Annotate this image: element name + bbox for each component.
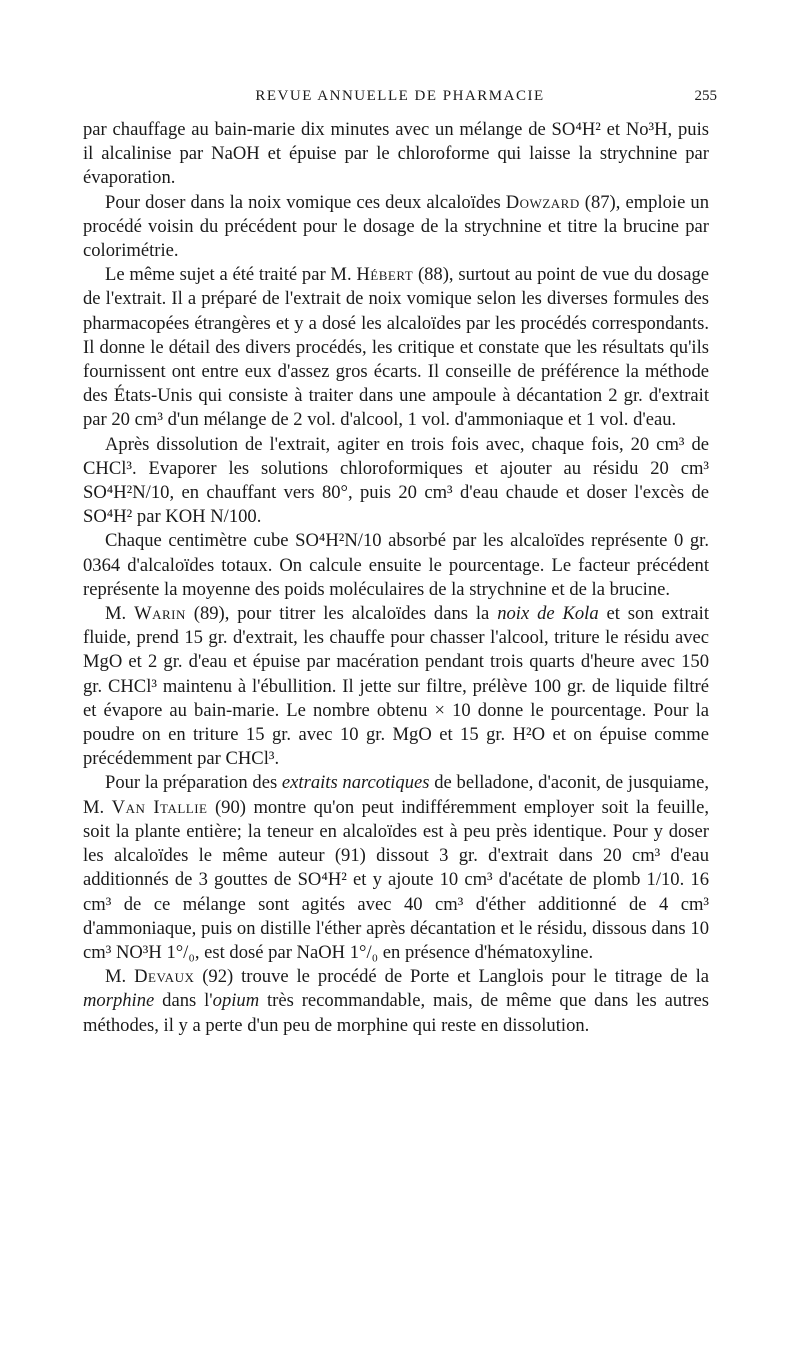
- author-name-van-itallie: Van Itallie: [111, 796, 208, 818]
- paragraph-4: [83, 433, 709, 530]
- paragraph-5-text: Chaque centimètre cube SO⁴H²N/10 absorbé par les alcaloïdes représente 0 gr. 0364 d'alcaloïdes totaux. On calcule ensuite le pourcentage. Le facteur précédent représente la moyenne des poids moléculaires de la strychnine et de la brucine.: [83, 530, 709, 600]
- page-header: [83, 88, 717, 110]
- paragraph-5: [83, 529, 709, 602]
- paragraph-6-text-a: M.: [105, 603, 135, 625]
- paragraph-7-text-b: de belladone, d'aconit, de jusquiame, M.: [83, 772, 709, 818]
- paragraph-8: [83, 965, 709, 1038]
- paragraph-3-text-b: (88), surtout au point de vue du dosage de l'extrait. Il a préparé de l'extrait de noix vomique selon les diverses formules des pharmacopées étrangères et y a dosé les alcaloïdes par les procédés correspondants. Il donne le détail des divers procédés, les critique et constate que les résultats qu'ils fournissent ont entre eux d'assez gros écarts. Il conseille de préférence la méthode des États-Unis qui consiste à traiter dans une ampoule à décantation 2 gr. d'extrait par 20 cm³ d'un mélange de 2 vol. d'alcool, 1 vol. d'ammoniaque et 1 vol. d'eau.: [83, 264, 709, 431]
- paragraph-2-text-b: (87), emploie un procédé voisin du précédent pour le dosage de la strychnine et titre la brucine par colorimétrie.: [83, 191, 709, 262]
- paragraph-3: [83, 263, 709, 432]
- paragraph-7-text-c: (90) montre qu'on peut indifféremment employer soit la feuille, soit la plante entière; la teneur en alcaloïdes est à peu près identique. Pour y doser les alcaloïdes le même auteur (91) dissout 3 gr. d'extrait dans 20 cm³ d'eau additionnés de 3 gouttes de SO⁴H² et y ajoute 10 cm³ d'acétate de plomb 1/10. 16 cm³ de ce mélange sont agités avec 40 cm³ d'éther additionné de 4 cm³ d'ammoniaque, puis on distille l'éther après décantation et le résidu, dissous dans 10 cm³ NO³H 1°/₀, est dosé par NaOH 1°/₀ en présence d'hématoxyline.: [83, 796, 709, 963]
- author-name-devaux: Devaux: [134, 966, 195, 988]
- italic-opium: opium: [212, 990, 260, 1012]
- body-text: [83, 118, 709, 1038]
- paragraph-2-text-a: Pour doser dans la noix vomique ces deux alcaloïdes: [105, 191, 506, 213]
- page-number: 255: [694, 88, 717, 104]
- paragraph-8-text-d: très recommandable, mais, de même que dans les autres méthodes, il y a perte d'un peu de morphine qui reste en dissolution.: [83, 990, 709, 1036]
- paragraph-4-text: Après dissolution de l'extrait, agiter en trois fois avec, chaque fois, 20 cm³ de CHCl³. Evaporer les solutions chloroformiques et ajouter au résidu 20 cm³ SO⁴H²N/10, en chauffant vers 80°, puis 20 cm³ d'eau chaude et doser l'excès de SO⁴H² par KOH N/100.: [83, 433, 709, 528]
- paragraph-6: [83, 602, 709, 771]
- italic-noix-de-kola: noix de Kola: [497, 603, 599, 625]
- running-title: REVUE ANNUELLE DE PHARMACIE: [255, 88, 545, 104]
- paragraph-7: [83, 771, 709, 965]
- italic-extraits-narcotiques: extraits narcotiques: [281, 772, 430, 794]
- paragraph-1: [83, 118, 709, 191]
- paragraph-1-text: par chauffage au bain-marie dix minutes avec un mélange de SO⁴H² et No³H, puis il alcalinise par NaOH et épuise par le chloroforme qui laisse la strychnine par évaporation.: [83, 119, 709, 189]
- paragraph-3-text-a: Le même sujet a été traité par M.: [105, 264, 357, 286]
- author-name-dowzard: Dowzard: [505, 191, 580, 213]
- author-name-warin: Warin: [134, 603, 186, 625]
- paragraph-8-text-b: (92) trouve le procédé de Porte et Langlois pour le titrage de la: [194, 966, 709, 988]
- paragraph-8-text-a: M.: [105, 966, 135, 988]
- paragraph-7-text-a: Pour la préparation des: [105, 772, 282, 794]
- paragraph-2: [83, 191, 709, 264]
- author-name-hebert: Hébert: [356, 264, 414, 286]
- paragraph-6-text-b: (89), pour titrer les alcaloïdes dans la: [185, 603, 498, 625]
- paragraph-6-text-c: et son extrait fluide, prend 15 gr. d'extrait, les chauffe pour chasser l'alcool, triture le résidu avec MgO et 2 gr. d'eau et épuise par macération pendant trois quarts d'heure avec 150 gr. CHCl³ maintenu à l'ébullition. Il jette sur filtre, prélève 100 gr. de liquide filtré et évapore au bain-marie. Le nombre obtenu × 10 donne le pourcentage. Pour la poudre on en triture 15 gr. avec 10 gr. MgO et 15 gr. H²O et on épuise comme précédemment par CHCl³.: [83, 603, 710, 770]
- paragraph-8-text-c: dans l': [154, 990, 213, 1012]
- italic-morphine: morphine: [83, 990, 155, 1012]
